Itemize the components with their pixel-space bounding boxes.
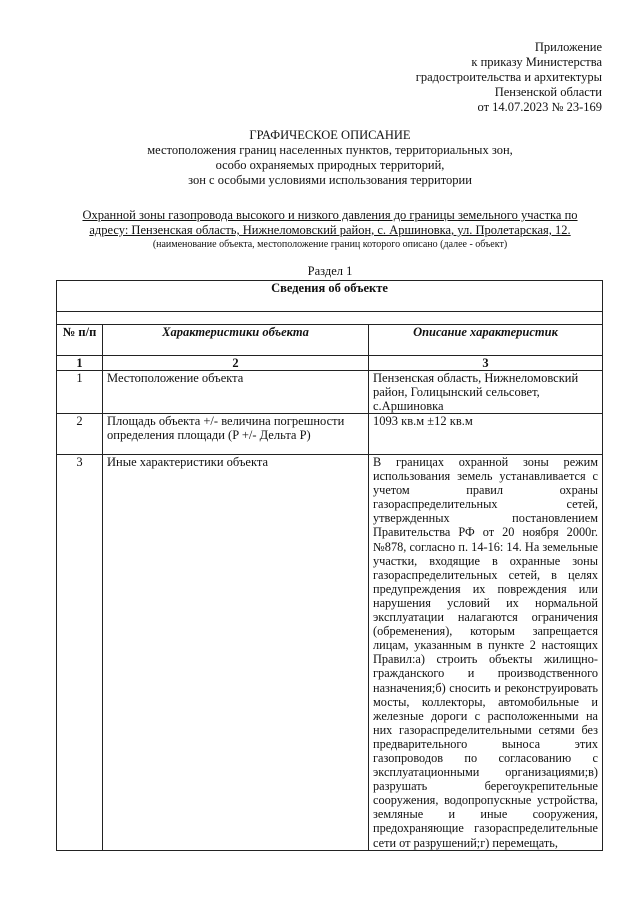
row-number: 3 xyxy=(57,455,103,851)
row-description: В границах охранной зоны режим использования земель устанавливается с учетом правил охраны газораспределительных сетей, утвержденных постановлением Правительства РФ от 20 ноября 2000г. №878, согласно п. 14-16: 14. На земельные участки, входящие в охранные зоны газораспределительных сетей, в целях предупреждения их повреждения или нарушения условий их нормальной эксплуатации налагаются ограничения (обременения), которым запрещается лицам, указанным в пункте 2 настоящих Правил:а) строить объекты жилищно-гражданского и производственного назначения;б) сносить и реконструировать мосты, коллекторы, автомобильные и железные дороги с расположенными на них газораспределительными сетями без предварительного выноса этих газопроводов по согласованию с эксплуатационными организациями;в) разрушать берегоукрепительные сооружения, водопропускные устройства, земляные и иные сооружения, предохраняющие газораспределительные сети от разрушений;г) перемещать, xyxy=(369,455,603,851)
appendix-block xyxy=(416,40,602,115)
appendix-line: к приказу Министерства xyxy=(471,55,602,69)
title-line: зон с особыми условиями использования территории xyxy=(188,173,472,187)
title-heading: ГРАФИЧЕСКОЕ ОПИСАНИЕ xyxy=(249,128,411,142)
table-row xyxy=(57,371,603,414)
row-description: 1093 кв.м ±12 кв.м xyxy=(369,414,603,455)
column-number: 2 xyxy=(103,356,369,371)
column-number: 1 xyxy=(57,356,103,371)
table-spacer xyxy=(57,312,603,325)
row-number: 1 xyxy=(57,371,103,414)
row-characteristic: Местоположение объекта xyxy=(103,371,369,414)
column-number: 3 xyxy=(369,356,603,371)
object-name-line: адресу: Пензенская область, Нижнеломовский район, с. Аршиновка, ул. Пролетарская, 12. xyxy=(89,223,571,237)
appendix-line: Приложение xyxy=(534,40,602,54)
table-title: Сведения об объекте xyxy=(57,281,603,312)
title-line: особо охраняемых природных территорий, xyxy=(215,158,445,172)
table-row xyxy=(57,414,603,455)
object-info-table xyxy=(56,280,603,851)
column-header-description: Описание характеристик xyxy=(369,325,603,356)
appendix-line: от 14.07.2023 № 23-169 xyxy=(477,100,602,114)
object-name xyxy=(40,208,620,238)
object-note: (наименование объекта, местоположение границ которого описано (далее - объект) xyxy=(152,239,508,250)
document-title xyxy=(40,128,620,188)
row-number: 2 xyxy=(57,414,103,455)
column-header-number: № п/п xyxy=(57,325,103,356)
row-characteristic: Площадь объекта +/- величина погрешности определения площади (P +/- Дельта P) xyxy=(103,414,369,455)
title-line: местоположения границ населенных пунктов, территориальных зон, xyxy=(147,143,513,157)
column-header-characteristic: Характеристики объекта xyxy=(103,325,369,356)
row-description: Пензенская область, Нижнеломовский район, Голицынский сельсовет, с.Аршиновка xyxy=(369,371,603,414)
appendix-line: Пензенской области xyxy=(494,85,602,99)
appendix-line: градостроительства и архитектуры xyxy=(415,70,602,84)
object-name-line: Охранной зоны газопровода высокого и низкого давления до границы земельного участка по xyxy=(82,208,578,222)
row-characteristic: Иные характеристики объекта xyxy=(103,455,369,851)
section-label: Раздел 1 xyxy=(307,264,353,278)
table-row xyxy=(57,455,603,851)
